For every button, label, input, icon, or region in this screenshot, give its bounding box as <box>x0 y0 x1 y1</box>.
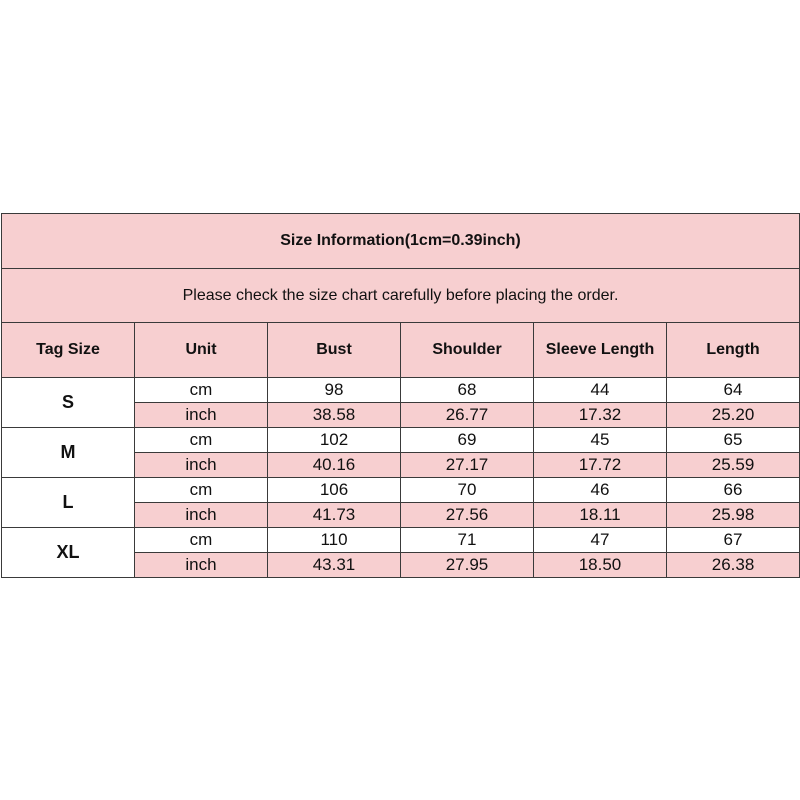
bust-cell: 110 <box>268 528 401 553</box>
notice-row <box>2 269 800 323</box>
length-cell: 25.98 <box>667 503 800 528</box>
header-unit: Unit <box>135 323 268 378</box>
length-cell: 64 <box>667 378 800 403</box>
shoulder-cell: 27.95 <box>401 553 534 578</box>
bust-cell: 98 <box>268 378 401 403</box>
length-cell: 26.38 <box>667 553 800 578</box>
tag-size-cell: L <box>2 478 135 528</box>
unit-cell: cm <box>135 478 268 503</box>
sleeve-length-cell: 44 <box>534 378 667 403</box>
unit-cell: cm <box>135 528 268 553</box>
unit-cell: cm <box>135 428 268 453</box>
length-cell: 65 <box>667 428 800 453</box>
tag-size-cell: XL <box>2 528 135 578</box>
shoulder-cell: 26.77 <box>401 403 534 428</box>
table-row <box>2 478 800 503</box>
size-chart-table <box>1 213 800 578</box>
bust-cell: 40.16 <box>268 453 401 478</box>
chart-notice: Please check the size chart carefully before placing the order. <box>2 269 800 323</box>
sleeve-length-cell: 18.11 <box>534 503 667 528</box>
chart-title: Size Information(1cm=0.39inch) <box>2 214 800 269</box>
header-sleeve-length: Sleeve Length <box>534 323 667 378</box>
tag-size-cell: M <box>2 428 135 478</box>
sleeve-length-cell: 18.50 <box>534 553 667 578</box>
table-row <box>2 528 800 553</box>
length-cell: 66 <box>667 478 800 503</box>
header-tag-size: Tag Size <box>2 323 135 378</box>
sleeve-length-cell: 45 <box>534 428 667 453</box>
unit-cell: cm <box>135 378 268 403</box>
header-shoulder: Shoulder <box>401 323 534 378</box>
bust-cell: 41.73 <box>268 503 401 528</box>
sleeve-length-cell: 17.32 <box>534 403 667 428</box>
bust-cell: 43.31 <box>268 553 401 578</box>
title-row <box>2 214 800 269</box>
sleeve-length-cell: 17.72 <box>534 453 667 478</box>
shoulder-cell: 68 <box>401 378 534 403</box>
unit-cell: inch <box>135 403 268 428</box>
shoulder-cell: 70 <box>401 478 534 503</box>
shoulder-cell: 69 <box>401 428 534 453</box>
table-row <box>2 428 800 453</box>
length-cell: 67 <box>667 528 800 553</box>
shoulder-cell: 71 <box>401 528 534 553</box>
sleeve-length-cell: 46 <box>534 478 667 503</box>
bust-cell: 106 <box>268 478 401 503</box>
column-header-row <box>2 323 800 378</box>
unit-cell: inch <box>135 453 268 478</box>
unit-cell: inch <box>135 553 268 578</box>
header-bust: Bust <box>268 323 401 378</box>
shoulder-cell: 27.17 <box>401 453 534 478</box>
length-cell: 25.59 <box>667 453 800 478</box>
bust-cell: 38.58 <box>268 403 401 428</box>
tag-size-cell: S <box>2 378 135 428</box>
table-row <box>2 378 800 403</box>
header-length: Length <box>667 323 800 378</box>
shoulder-cell: 27.56 <box>401 503 534 528</box>
sleeve-length-cell: 47 <box>534 528 667 553</box>
unit-cell: inch <box>135 503 268 528</box>
bust-cell: 102 <box>268 428 401 453</box>
length-cell: 25.20 <box>667 403 800 428</box>
